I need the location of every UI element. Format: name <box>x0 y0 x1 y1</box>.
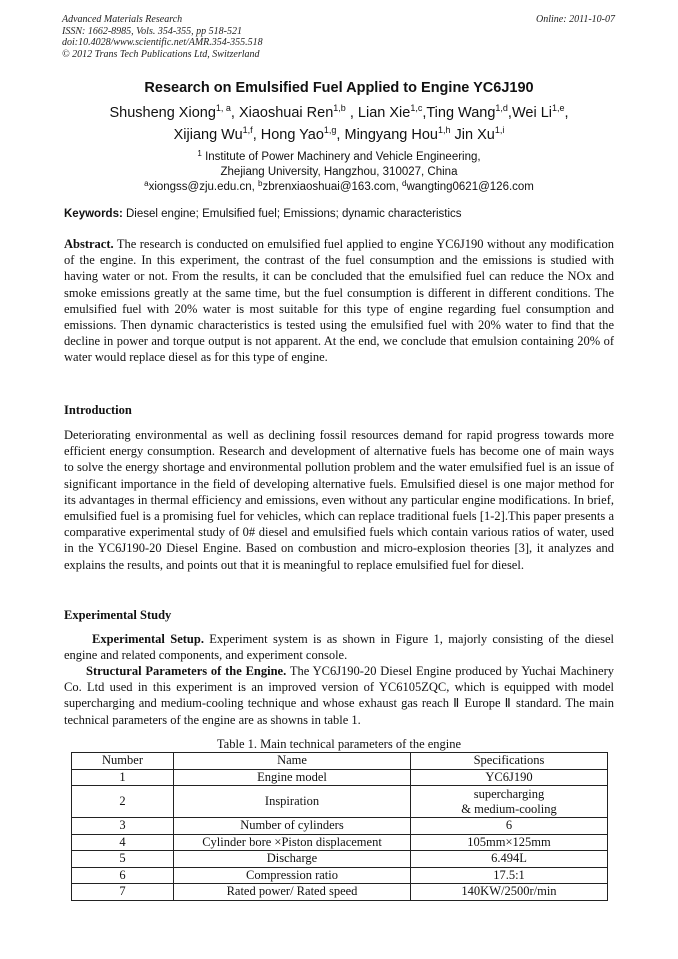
author-sup: 1,b <box>333 103 346 113</box>
keywords-line <box>64 208 614 220</box>
header-name: Name <box>174 753 411 770</box>
journal-header <box>62 14 263 60</box>
cell-name: Inspiration <box>174 786 411 818</box>
copyright-line: © 2012 Trans Tech Publications Ltd, Switzerland <box>62 48 260 60</box>
cell-spec-line-1: supercharging <box>473 786 545 801</box>
cell-name: Rated power/ Rated speed <box>174 884 411 901</box>
author-name: Wei Li <box>511 105 552 121</box>
structural-paragraph <box>64 663 614 728</box>
affiliation-sup: 1 <box>197 149 202 158</box>
author-name: Xiaoshuai Ren <box>238 105 334 121</box>
email-address[interactable]: xiongss@zju.edu.cn, <box>148 181 259 193</box>
cell-name: Number of cylinders <box>174 818 411 835</box>
cell-name: Cylinder bore ×Piston displacement <box>174 834 411 851</box>
cell-spec: 105mm×125mm <box>411 834 608 851</box>
author-name: Ting Wang <box>426 105 496 121</box>
cell-number: 5 <box>72 851 174 868</box>
cell-name: Engine model <box>174 769 411 786</box>
affiliation-block <box>64 150 614 195</box>
keywords-label: Keywords: <box>64 208 123 220</box>
email-line <box>64 180 614 195</box>
cell-name: Compression ratio <box>174 867 411 884</box>
table-row <box>72 769 608 786</box>
affiliation-line-1: Institute of Power Machinery and Vehicle Engineering, <box>205 151 481 163</box>
cell-spec: 6 <box>411 818 608 835</box>
author-name: Lian Xie <box>357 105 411 121</box>
table-caption: Table 1. Main technical parameters of the engine <box>216 737 462 751</box>
cell-spec: 17.5:1 <box>411 867 608 884</box>
affiliation-line-2: Zhejiang University, Hangzhou, 310027, China <box>220 166 458 178</box>
cell-number: 6 <box>72 867 174 884</box>
introduction-paragraph: Deteriorating environmental as well as declining fossil resources demand for rapid progress towards more efficient energy consumption. Research and development of alternative fuels has become one of main ways to solve the energy shortage and environmental pollution problem and the water emulsified fuel is an issue of significant importance in the field of developing alternative fuels. Emulsified diesel is one major method for its advantages in thermal efficiency and emissions, even without any particular engine modifications. In brief, emulsified fuel is a promising fuel for vehicles, which can replace traditional fuels [1-2].This paper presents a comparative experimental study of 0# diesel and emulsified fuels which contain various ratios of water, used in the YC6J190-20 Diesel Engine. Based on combustion and micro-explosion theories [3], it analyzes and explains the results, and points out that it is meaningful to replace emulsified fuel for diesel. <box>64 428 614 572</box>
author-name: Xijiang Wu <box>173 127 243 143</box>
structural-label: Structural Parameters of the Engine. <box>86 664 287 678</box>
abstract-label: Abstract. <box>64 237 114 251</box>
structural-text: The YC6J190-20 Diesel Engine produced by Yuchai Machinery Co. Ltd used in this experiment is an improved version of YC6105ZQC, which is equipped with model supercharging and medium-cooling technique and whose exhaust gas reach Ⅱ Europe Ⅱ standard. The main technical parameters of the engine are as showns in table 1. <box>64 664 615 727</box>
cell-spec-line-2: & medium-cooling <box>461 801 557 816</box>
paper-title: Research on Emulsified Fuel Applied to Engine YC6J190 <box>144 80 534 96</box>
author-sup: 1,c <box>410 103 423 113</box>
email-sup: d <box>402 179 407 188</box>
abstract-text: The research is conducted on emulsified fuel applied to engine YC6J190 without any modification of the engine. In this experiment, the contrast of the fuel consumption and the emissions is studied with having water or not. From the results, it can be concluded that the emulsified fuel can reduce the NOx and smoke emissions greatly at the same time, but the fuel consumption is different in different conditions. The emulsified fuel with 20% water is most suitable for this type of engine regarding fuel consumption and emissions. Then dynamic characteristics is tested using the emulsified fuel with 20% water to find that the decline in power and torque output is not apparent. At the end, we conclude that emulsion containing 20% of water would replace diesel as for this type of engine. <box>64 237 614 365</box>
author-sup: 1,d <box>495 103 508 113</box>
author-sup: 1, a <box>215 103 231 113</box>
author-sup: 1,g <box>323 125 337 135</box>
abstract-paragraph <box>64 236 614 366</box>
table-row <box>72 818 608 835</box>
email-address[interactable]: zbrenxiaoshuai@163.com, <box>262 181 403 193</box>
cell-spec: YC6J190 <box>411 769 608 786</box>
issn-line: ISSN: 1662-8985, Vols. 354-355, pp 518-521 <box>62 25 242 37</box>
header-specifications: Specifications <box>411 753 608 770</box>
table-row <box>72 834 608 851</box>
engine-parameters-table <box>71 752 608 901</box>
setup-paragraph <box>64 631 614 663</box>
author-sup: 1,h <box>437 125 451 135</box>
keywords-text: Diesel engine; Emulsified fuel; Emissions; dynamic characteristics <box>126 208 462 220</box>
table-row <box>72 851 608 868</box>
email-sup: a <box>144 179 149 188</box>
journal-name: Advanced Materials Research <box>62 14 183 25</box>
cell-number: 2 <box>72 786 174 818</box>
experimental-heading: Experimental Study <box>64 608 172 622</box>
author-sup: 1,e <box>551 103 565 113</box>
introduction-heading: Introduction <box>64 403 132 417</box>
author-name: Jin Xu <box>454 127 495 143</box>
table-row <box>72 867 608 884</box>
setup-label: Experimental Setup. <box>92 632 204 646</box>
header-number: Number <box>72 753 174 770</box>
author-sup: 1,i <box>494 125 505 135</box>
cell-name: Discharge <box>174 851 411 868</box>
author-name: Hong Yao <box>260 127 324 143</box>
email-address[interactable]: wangting0621@126.com <box>406 181 534 193</box>
doi-line: doi:10.4028/www.scientific.net/AMR.354-355.518 <box>62 37 263 48</box>
author-list: Shusheng Xiong$^{1, a}$, Xiaoshuai Ren$^{1,b}$ , Lian Xie$^{1,c}$,Ting Wang$^{1,d}$,Wei Li$^{1,e}$, Xijiang Wu$^{1,f}$, Hong Yao$^{1,g}$, Mingyang Hou$^{1,h}$ Jin Xu$^{1,i}$ <box>109 103 569 143</box>
cell-spec: 140KW/2500r/min <box>411 884 608 901</box>
email-sup: b <box>258 179 263 188</box>
table-row <box>72 884 608 901</box>
cell-number: 7 <box>72 884 174 901</box>
cell-spec <box>411 786 608 818</box>
table-header-row <box>72 753 608 770</box>
cell-number: 4 <box>72 834 174 851</box>
cell-number: 3 <box>72 818 174 835</box>
table-row <box>72 786 608 818</box>
author-name: Mingyang Hou <box>344 127 438 143</box>
author-sup: 1,f <box>242 125 253 135</box>
author-name: Shusheng Xiong <box>109 105 216 121</box>
cell-number: 1 <box>72 769 174 786</box>
cell-spec: 6.494L <box>411 851 608 868</box>
setup-text: Experiment system is as shown in Figure 1, majorly consisting of the diesel engine and related components, and experiment console. <box>64 632 614 663</box>
online-date: Online: 2011-10-07 <box>536 14 615 25</box>
